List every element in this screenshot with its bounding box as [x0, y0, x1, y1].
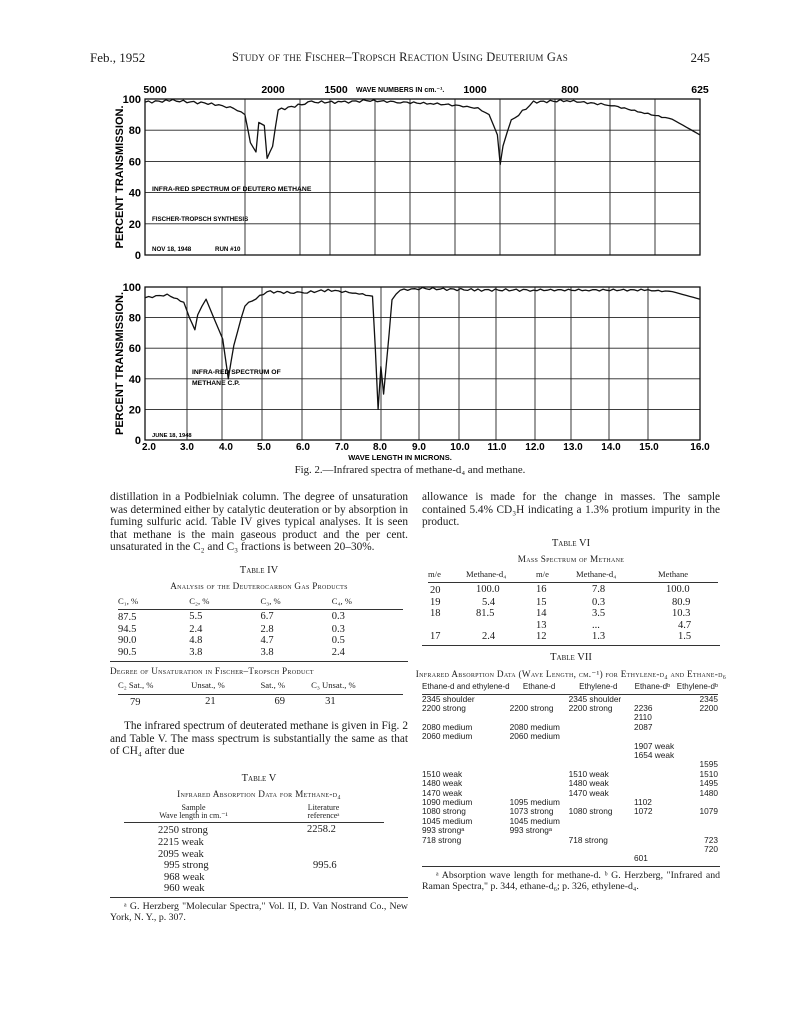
- table-row: [428, 631, 718, 643]
- table-header-cell: C₁, %: [118, 596, 189, 610]
- table-header-cell: C₂, %: [189, 596, 260, 610]
- table-cell: 2.4: [482, 631, 496, 643]
- table-cell: [677, 713, 718, 722]
- x-tick-label: 2.0: [142, 442, 156, 453]
- table-cell: [510, 751, 569, 760]
- table-cell: 1907 weak: [634, 740, 675, 751]
- x-axis-label: WAVE LENGTH IN MICRONS.: [348, 453, 452, 462]
- table-cell: 12: [536, 631, 547, 643]
- table-cell: [428, 620, 466, 632]
- chart-annotation: JUNE 18, 1948: [152, 433, 192, 439]
- x-tick-label: 16.0: [690, 442, 710, 453]
- table-cell: 2200: [699, 702, 718, 713]
- table-cell: 18: [430, 608, 441, 620]
- table-cell: 601: [634, 853, 648, 864]
- table-cell: [263, 837, 384, 849]
- table-cell: [510, 779, 569, 788]
- table-cell: [510, 854, 569, 863]
- header-date: Feb., 1952: [90, 50, 146, 65]
- table-cell: 1595: [699, 759, 718, 770]
- table-cell: 4.8: [189, 635, 203, 647]
- y-axis-label: PERCENT TRANSMISSION.: [114, 105, 126, 249]
- table-cell: 1510 weak: [568, 768, 609, 779]
- table-cell: 995 strong: [164, 860, 209, 872]
- table-cell: 19: [430, 596, 441, 608]
- table-cell: 1510 weak: [422, 768, 463, 779]
- table-cell: 723: [704, 834, 718, 845]
- table-cell: 21: [205, 695, 216, 707]
- x-tick-label: 12.0: [525, 442, 545, 453]
- table-cell: 1045 medium: [422, 815, 473, 826]
- header-literature-ref: referenceᵃ: [307, 811, 340, 821]
- table-cell: 2200 strong: [509, 702, 554, 713]
- x-tick-label: 5000: [143, 84, 167, 96]
- table-cell: 2236: [634, 702, 653, 713]
- table-cell: [510, 760, 569, 769]
- table-iv-subtitle-2: Degree of Unsaturation in Fischer–Tropsch Product: [110, 661, 408, 678]
- plot-frame: [145, 99, 700, 255]
- header-sample: Sample: [181, 802, 206, 812]
- table-row: [428, 583, 718, 597]
- table-header-cell: Methane-d₄: [466, 569, 536, 583]
- figure-caption: Fig. 2.—Infrared spectra of methane-d₄ and methane.: [294, 464, 526, 476]
- bottom-spectrum-chart: [114, 282, 710, 462]
- table-row: [118, 694, 403, 708]
- table-v-subtitle: Infrared Absorption Data for Methane-d₄: [177, 789, 341, 800]
- chart-annotation: INFRA-RED SPECTRUM OF DEUTERO METHANE: [152, 186, 312, 193]
- table-cell: [677, 742, 718, 751]
- right-paragraph-1: allowance is made for the change in masses. The sample contained 5.4% CD₃H indicating a 1.3% protium impurity in the product.: [422, 491, 720, 528]
- table-header-cell: Ethane-d: [510, 683, 569, 694]
- table-cell: [263, 872, 384, 884]
- table-cell: 2095 weak: [158, 848, 204, 860]
- table-cell: 0.3: [331, 623, 345, 635]
- table-header-cell: Sat., %: [260, 680, 311, 694]
- table-cell: [569, 854, 628, 863]
- y-tick-label: 40: [128, 187, 141, 200]
- table-header-cell: Ethylene-dᵇ: [677, 683, 718, 694]
- table-cell: 1.3: [592, 631, 606, 643]
- table-header-cell: Unsat., %: [191, 680, 260, 694]
- table-cell: 4.7: [678, 619, 692, 631]
- y-tick-label: 20: [128, 218, 141, 231]
- y-tick-label: 100: [122, 94, 141, 106]
- table-cell: 2345 shoulder: [422, 693, 475, 704]
- x-tick-label: 11.0: [487, 442, 507, 453]
- y-tick-label: 60: [128, 343, 141, 356]
- table-cell: [510, 770, 569, 779]
- table-cell: 14: [536, 608, 547, 620]
- table-cell: 17: [430, 631, 441, 643]
- header-page-number: 245: [690, 50, 710, 65]
- x-axis-label: WAVE NUMBERS IN cm.⁻¹.: [356, 87, 445, 94]
- table-cell: [569, 845, 628, 854]
- table-header-cell: Ethane-d and ethylene-d: [422, 683, 510, 694]
- table-row: [124, 883, 384, 895]
- table-row: [118, 647, 403, 659]
- table-cell: 960 weak: [164, 883, 205, 895]
- table-cell: 993 strongᵃ: [422, 825, 465, 836]
- table-cell: 1470 weak: [568, 787, 609, 798]
- table-vi-title: Table VI: [551, 537, 591, 549]
- table-cell: 1510: [699, 768, 718, 779]
- right-column: [415, 491, 727, 892]
- table-row: [422, 817, 718, 826]
- table-cell: [422, 751, 510, 760]
- table-cell: [466, 620, 536, 632]
- table-row: [124, 872, 384, 884]
- table-cell: 1045 medium: [509, 815, 560, 826]
- table-row: [422, 854, 718, 863]
- table-cell: 2060 medium: [509, 731, 560, 742]
- table-cell: 2200 strong: [568, 702, 613, 713]
- table-cell: 87.5: [118, 612, 137, 624]
- table-cell: 2087: [634, 721, 653, 732]
- table-header-cell: C₃ Unsat., %: [311, 680, 403, 694]
- y-axis-label: PERCENT TRANSMISSION.: [114, 291, 126, 436]
- table-cell: 1495: [699, 778, 718, 789]
- y-tick-label: 60: [128, 156, 141, 169]
- table-cell: [569, 742, 628, 751]
- x-tick-label: 13.0: [563, 442, 583, 453]
- spectrum-trace: [145, 99, 700, 164]
- left-paragraph-1: distillation in a Podbielniak column. The degree of unsaturation was determined either by catalytic deuteration or by absorption in fuming sulfuric acid. Table IV gives typical analyses. It is seen that methane is the main gaseous product and the per cent. unsaturated in the C₂ and C₃ fractions is between 20–30%.: [110, 491, 408, 553]
- table-header-cell: C₂ Sat., %: [118, 680, 191, 694]
- table-cell: 3.5: [592, 608, 606, 620]
- table-cell: 2215 weak: [158, 837, 204, 849]
- table-cell: [422, 742, 510, 751]
- table-cell: [628, 770, 677, 779]
- table-cell: 968 weak: [164, 871, 205, 883]
- table-cell: 5.5: [189, 611, 203, 623]
- table-cell: [677, 732, 718, 741]
- table-cell: 81.5: [476, 608, 495, 620]
- table-v-title: Table V: [241, 772, 277, 784]
- table-header-cell: [263, 804, 384, 823]
- chart-annotation: METHANE C.P.: [192, 380, 240, 387]
- table-header-cell: Ethane-dᵇ: [628, 683, 677, 694]
- table-cell: 16: [536, 584, 547, 596]
- x-tick-label: 7.0: [335, 442, 349, 453]
- x-tick-label: 1500: [324, 84, 348, 96]
- table-row: [124, 860, 384, 872]
- table-vii: [422, 683, 718, 864]
- y-tick-label: 100: [122, 282, 141, 294]
- table-vii-title: Table VII: [550, 652, 592, 664]
- table-cell: 718 strong: [568, 834, 608, 845]
- x-tick-label: 15.0: [639, 442, 659, 453]
- table-row: [422, 845, 718, 854]
- table-row: [124, 823, 384, 837]
- table-cell: 10.3: [672, 608, 691, 620]
- table-iv-unsaturation: [118, 680, 403, 708]
- table-cell: 2080 medium: [422, 721, 473, 732]
- table-cell: [510, 845, 569, 854]
- y-tick-label: 80: [128, 312, 141, 325]
- table-cell: 3.8: [189, 646, 203, 658]
- table-cell: 2.4: [189, 623, 203, 635]
- table-header-cell: [124, 804, 263, 823]
- table-cell: 20: [430, 585, 441, 597]
- table-cell: 1470 weak: [422, 787, 463, 798]
- table-cell: 2250 strong: [158, 825, 208, 837]
- x-tick-label: 10.0: [450, 442, 470, 453]
- table-cell: 6.7: [260, 611, 274, 623]
- table-cell: [677, 723, 718, 732]
- table-cell: [628, 760, 677, 769]
- table-cell: 1480: [699, 787, 718, 798]
- table-cell: [628, 826, 677, 835]
- table-row: [422, 751, 718, 760]
- header-literature: Literature: [307, 802, 340, 812]
- table-iv-subtitle: Analysis of the Deuterocarbon Gas Products: [170, 581, 348, 591]
- x-tick-label: 800: [561, 84, 579, 96]
- chart-annotation: NOV 18, 1948: [152, 246, 192, 253]
- table-cell: 0.5: [331, 635, 345, 647]
- table-cell: [263, 849, 384, 861]
- table-cell: 5.4: [482, 596, 496, 608]
- table-cell: [569, 817, 628, 826]
- table-cell: 94.5: [118, 623, 137, 635]
- table-header-cell: Ethylene-d: [569, 683, 628, 694]
- table-cell: 2258.2: [307, 824, 336, 836]
- table-cell: 1654 weak: [634, 750, 675, 760]
- table-header-cell: m/e: [536, 569, 576, 583]
- x-tick-label: 1000: [463, 84, 487, 96]
- table-cell: 1073 strong: [509, 806, 554, 817]
- table-cell: 1102: [634, 797, 652, 808]
- table-cell: 1080 strong: [568, 806, 613, 817]
- header-sample-units: Wave length in cm.⁻¹: [159, 811, 228, 821]
- table-cell: 718 strong: [422, 834, 462, 845]
- table-cell: [569, 713, 628, 722]
- table-v: [124, 804, 384, 895]
- table-cell: 4.7: [260, 635, 274, 647]
- y-tick-label: 20: [128, 404, 141, 417]
- table-header-cell: m/e: [428, 569, 466, 583]
- table-cell: 1080 strong: [422, 806, 466, 817]
- y-tick-label: 0: [134, 435, 141, 447]
- table-header-cell: C₄, %: [332, 596, 403, 610]
- table-cell: [628, 836, 677, 845]
- x-tick-label: 8.0: [373, 442, 387, 453]
- table-cell: 1.5: [678, 631, 692, 643]
- table-cell: 90.0: [118, 635, 137, 647]
- table-iv: [118, 596, 403, 659]
- table-cell: 2.8: [260, 623, 274, 635]
- table-cell: 1095 medium: [509, 797, 560, 808]
- x-tick-label: 3.0: [180, 442, 194, 453]
- y-tick-label: 40: [128, 373, 141, 386]
- header-title: Study of the Fischer–Tropsch Reaction Using Deuterium Gas: [232, 50, 568, 64]
- table-cell: 80.9: [672, 596, 691, 608]
- table-cell: 0.3: [331, 611, 345, 623]
- y-tick-label: 0: [134, 250, 141, 262]
- x-tick-label: 2000: [261, 84, 285, 96]
- table-cell: 15: [536, 596, 547, 608]
- table-cell: 7.8: [592, 584, 606, 596]
- table-cell: [510, 836, 569, 845]
- table-cell: 1480 weak: [422, 778, 463, 789]
- x-tick-label: 5.0: [257, 442, 271, 453]
- x-tick-label: 6.0: [296, 442, 310, 453]
- table-cell: 2110: [634, 712, 652, 723]
- plot-frame: [145, 287, 700, 440]
- table-row: [124, 837, 384, 849]
- table-cell: 2060 medium: [422, 731, 473, 742]
- left-paragraph-2: The infrared spectrum of deuterated methane is given in Fig. 2 and Table V. The mass spectrum is substantially the same as that of CH₄ after due: [110, 720, 408, 758]
- table-cell: 2.4: [331, 646, 345, 658]
- x-tick-label: 625: [691, 84, 709, 96]
- top-spectrum-chart: [114, 84, 709, 262]
- table-row: [124, 849, 384, 861]
- table-cell: [569, 751, 628, 760]
- table-cell: 1480 weak: [568, 778, 609, 789]
- table-row: [422, 836, 718, 845]
- table-cell: 0.3: [592, 596, 606, 608]
- table-vi-subtitle: Mass Spectrum of Methane: [517, 554, 625, 564]
- table-cell: 2345: [699, 693, 718, 704]
- table-cell: [569, 723, 628, 732]
- table-cell: ...: [592, 619, 600, 631]
- table-header-cell: Methane-d₄: [576, 569, 658, 583]
- table-cell: 2200 strong: [422, 702, 466, 713]
- table-cell: 1090 medium: [422, 797, 473, 808]
- table-header-cell: Methane: [658, 569, 718, 583]
- x-tick-label: 14.0: [601, 442, 621, 453]
- x-tick-label: 9.0: [412, 442, 426, 453]
- table-row: [428, 620, 718, 632]
- table-cell: 31: [325, 695, 336, 707]
- table-cell: 13: [536, 619, 547, 631]
- table-cell: 2345 shoulder: [568, 693, 622, 704]
- table-cell: [422, 854, 510, 863]
- left-column: [110, 491, 408, 923]
- table-cell: 79: [130, 696, 141, 708]
- table-cell: 1079: [699, 806, 718, 817]
- chart-annotation: RUN #10: [215, 246, 241, 253]
- table-cell: 1072: [634, 806, 653, 817]
- x-tick-label: 4.0: [219, 442, 233, 453]
- table-iv-title: Table IV: [239, 564, 279, 576]
- table-cell: [263, 883, 384, 895]
- table-row: [118, 624, 403, 636]
- left-footnote: ᵃ G. Herzberg "Molecular Spectra," Vol. II, D. Van Nostrand Co., New York, N. Y., p. 307.: [110, 901, 408, 924]
- table-cell: [422, 845, 510, 854]
- table-cell: 720: [704, 844, 718, 855]
- table-cell: 2080 medium: [509, 721, 560, 732]
- chart-annotation: FISCHER-TROPSCH SYNTHESIS: [152, 216, 249, 223]
- table-cell: 90.5: [118, 646, 137, 658]
- y-tick-label: 80: [128, 125, 141, 138]
- table-cell: 993 strongᵃ: [509, 825, 552, 836]
- table-cell: [628, 817, 677, 826]
- infrared-spectra-figure: [0, 0, 788, 480]
- table-cell: [628, 779, 677, 788]
- table-row: [118, 635, 403, 647]
- table-row: [422, 704, 718, 713]
- table-cell: 100.0: [476, 584, 500, 596]
- table-cell: [677, 854, 718, 863]
- table-cell: [677, 817, 718, 826]
- table-cell: [510, 742, 569, 751]
- chart-annotation: INFRA-RED SPECTRUM OF: [192, 369, 281, 376]
- table-vi: [428, 569, 718, 644]
- table-row: [118, 610, 403, 624]
- table-cell: [569, 732, 628, 741]
- table-vii-subtitle: Infrared Absorption Data (Wave Length, cm.⁻¹) for Ethylene-d₄ and Ethane-d₆: [415, 668, 727, 679]
- table-cell: 995.6: [313, 860, 337, 872]
- table-cell: 3.8: [260, 646, 274, 658]
- table-row: [428, 597, 718, 609]
- table-cell: 69: [274, 695, 285, 707]
- right-footnote: ᵃ Absorption wave length for methane-d. ᵇ G. Herzberg, "Infrared and Raman Spectra," p. 344, ethane-d₆; p. 326, ethylene-d₄.: [422, 869, 720, 892]
- table-row: [428, 608, 718, 620]
- table-cell: 100.0: [666, 584, 690, 596]
- table-header-cell: C₃, %: [261, 596, 332, 610]
